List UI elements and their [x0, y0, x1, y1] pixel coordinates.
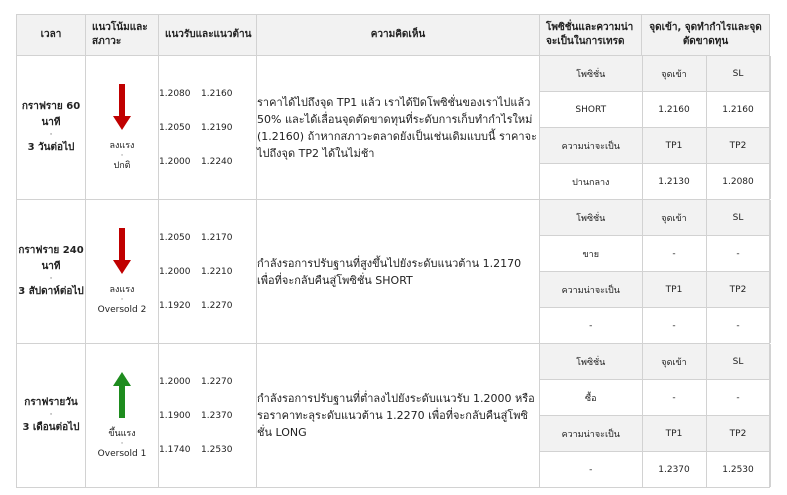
support-value: 1.2000	[159, 266, 191, 277]
separator-dot: ·	[120, 438, 124, 449]
grid-row	[540, 56, 770, 92]
support-value: 1.2000	[159, 376, 191, 387]
header-levels: แนวรับและแนวต้าน	[159, 15, 257, 56]
grid-cell: 1.2530	[706, 452, 770, 488]
grid-cell: -	[642, 236, 706, 272]
resistance-value: 1.2370	[201, 410, 233, 421]
support-value: 1.1740	[159, 444, 191, 455]
support-value: 1.1920	[159, 300, 191, 311]
grid-cell: SL	[706, 344, 770, 380]
trade-grid	[540, 344, 771, 487]
trend-cell	[86, 344, 159, 488]
level-pair	[159, 433, 256, 467]
resistance-value: 1.2530	[201, 444, 233, 455]
header-row	[17, 15, 770, 56]
grid-cell: ซื้อ	[540, 380, 642, 416]
grid-row	[540, 272, 770, 308]
timeframe-cell	[17, 344, 86, 488]
separator-dot: ·	[49, 410, 53, 420]
separator-dot: ·	[49, 130, 53, 140]
timeframe-title: กราฟราย 60 นาที	[21, 101, 81, 128]
levels-cell	[159, 200, 257, 344]
grid-cell: -	[642, 308, 706, 344]
grid-cell: จุดเข้า	[642, 56, 706, 92]
trend-label: ขึ้นแรง	[108, 428, 136, 439]
grid-cell: ความน่าจะเป็น	[540, 272, 642, 308]
grid-cell: ความน่าจะเป็น	[540, 416, 642, 452]
resistance-value: 1.2210	[201, 266, 233, 277]
timeframe-horizon: 3 สัปดาห์ต่อไป	[18, 286, 84, 297]
up-arrow-icon	[113, 372, 131, 418]
grid-row	[540, 452, 770, 488]
grid-cell: TP1	[642, 128, 706, 164]
header-entry-exit: จุดเข้า, จุดทำกำไรและจุดตัดขาดทุน	[642, 15, 770, 56]
level-pair	[159, 145, 256, 179]
grid-cell: 1.2080	[706, 164, 770, 200]
grid-cell: จุดเข้า	[642, 200, 706, 236]
header-trend: แนวโน้มและสภาวะ	[86, 15, 159, 56]
grid-row	[540, 200, 770, 236]
grid-cell: ขาย	[540, 236, 642, 272]
grid-cell: ปานกลาง	[540, 164, 642, 200]
separator-dot: ·	[49, 274, 53, 284]
comment-cell: ราคาได้ไปถึงจุด TP1 แล้ว เราได้ปิดโพซิชั่นของเราไปแล้ว 50% และได้เลื่อนจุดตัดขาดทุนที่ระดับการเก็บทำกำไรใหม่ (1.2160) ถ้าหากสภาวะตลาดยังเป็นเช่นเดิมแบบนี้ ราคาจะไปถึงจุด TP2 ได้ในไม่ช้า	[257, 56, 540, 200]
grid-cell: -	[706, 308, 770, 344]
grid-cell: SL	[706, 200, 770, 236]
forecast-table	[16, 14, 770, 488]
grid-cell: โพซิชั่น	[540, 56, 642, 92]
support-value: 1.2050	[159, 122, 191, 133]
timeframe-cell	[17, 56, 86, 200]
trade-grid-cell	[540, 200, 770, 344]
timeframe-title: กราฟรายวัน	[24, 397, 78, 408]
level-pair	[159, 365, 256, 399]
support-value: 1.1900	[159, 410, 191, 421]
grid-cell: TP2	[706, 416, 770, 452]
grid-cell: 1.2160	[706, 92, 770, 128]
grid-row	[540, 236, 770, 272]
support-value: 1.2000	[159, 156, 191, 167]
trade-grid	[540, 56, 771, 199]
grid-cell: 1.2370	[642, 452, 706, 488]
resistance-value: 1.2170	[201, 232, 233, 243]
trend-cell	[86, 200, 159, 344]
timeframe-horizon: 3 เดือนต่อไป	[22, 422, 80, 433]
grid-cell: SL	[706, 56, 770, 92]
grid-cell: ความน่าจะเป็น	[540, 128, 642, 164]
trend-label: ลงแรง	[109, 140, 135, 151]
grid-cell: SHORT	[540, 92, 642, 128]
grid-cell: 1.2130	[642, 164, 706, 200]
grid-row	[540, 128, 770, 164]
grid-cell: TP2	[706, 272, 770, 308]
support-value: 1.2080	[159, 88, 191, 99]
grid-cell: -	[540, 308, 642, 344]
timeframe-title: กราฟราย 240 นาที	[18, 245, 84, 272]
grid-cell: โพซิชั่น	[540, 344, 642, 380]
grid-cell: -	[706, 380, 770, 416]
grid-cell: 1.2160	[642, 92, 706, 128]
grid-row	[540, 416, 770, 452]
grid-row	[540, 164, 770, 200]
level-pair	[159, 255, 256, 289]
level-pair	[159, 399, 256, 433]
comment-cell: กำลังรอการปรับฐานที่ต่ำลงไปยังระดับแนวรับ 1.2000 หรือรอราคาทะลุระดับแนวต้าน 1.2270 เพื่อที่จะกลับคืนสู่โพซิชั่น LONG	[257, 344, 540, 488]
down-arrow-icon	[113, 228, 131, 274]
resistance-value: 1.2240	[201, 156, 233, 167]
grid-row	[540, 344, 770, 380]
grid-cell: TP1	[642, 416, 706, 452]
grid-row	[540, 308, 770, 344]
timeframe-cell	[17, 200, 86, 344]
levels-cell	[159, 344, 257, 488]
grid-cell: TP2	[706, 128, 770, 164]
grid-cell: TP1	[642, 272, 706, 308]
resistance-value: 1.2190	[201, 122, 233, 133]
grid-row	[540, 380, 770, 416]
separator-dot: ·	[120, 294, 124, 305]
levels-cell	[159, 56, 257, 200]
trend-label: ลงแรง	[109, 284, 135, 295]
trend-state: Oversold 1	[97, 448, 147, 459]
level-pair	[159, 77, 256, 111]
table-row	[17, 344, 770, 488]
header-comment: ความคิดเห็น	[257, 15, 540, 56]
table-row	[17, 200, 770, 344]
level-pair	[159, 111, 256, 145]
grid-cell: โพซิชั่น	[540, 200, 642, 236]
resistance-value: 1.2160	[201, 88, 233, 99]
grid-row	[540, 92, 770, 128]
trend-state: ปกติ	[113, 160, 131, 171]
header-time: เวลา	[17, 15, 86, 56]
grid-cell: -	[540, 452, 642, 488]
separator-dot: ·	[120, 150, 124, 161]
grid-cell: -	[642, 380, 706, 416]
header-position: โพซิชั่นและความน่าจะเป็นในการเทรด	[540, 15, 642, 56]
timeframe-horizon: 3 วันต่อไป	[27, 142, 75, 153]
trade-grid	[540, 200, 771, 343]
grid-cell: -	[706, 236, 770, 272]
support-value: 1.2050	[159, 232, 191, 243]
level-pair	[159, 289, 256, 323]
trend-cell	[86, 56, 159, 200]
trade-grid-cell	[540, 344, 770, 488]
level-pair	[159, 221, 256, 255]
table-row	[17, 56, 770, 200]
resistance-value: 1.2270	[201, 300, 233, 311]
resistance-value: 1.2270	[201, 376, 233, 387]
comment-cell: กำลังรอการปรับฐานที่สูงขึ้นไปยังระดับแนวต้าน 1.2170 เพื่อที่จะกลับคืนสู่โพซิชั่น SHORT	[257, 200, 540, 344]
grid-cell: จุดเข้า	[642, 344, 706, 380]
trend-state: Oversold 2	[97, 304, 147, 315]
down-arrow-icon	[113, 84, 131, 130]
trade-grid-cell	[540, 56, 770, 200]
